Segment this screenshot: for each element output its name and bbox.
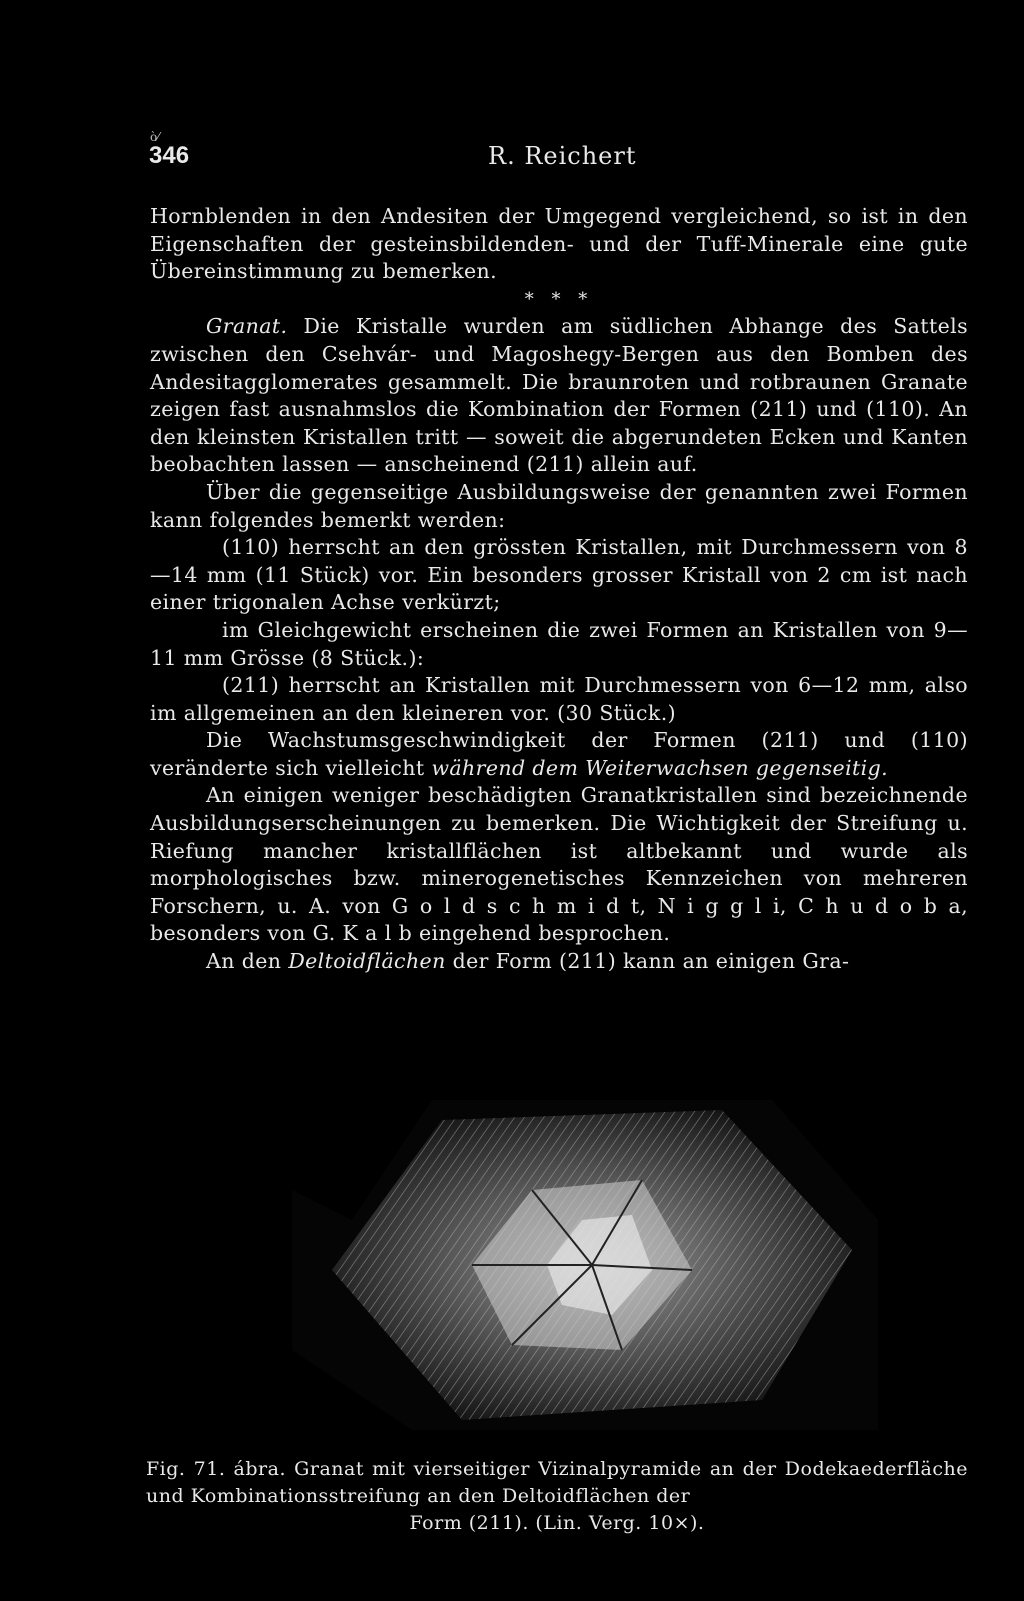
- paragraph-ausbildungsweise: Über die gegenseitige Ausbildungsweise der genannten zwei Formen kann folgendes bemerkt werden:: [150, 479, 968, 532]
- paragraph-deltoid: [150, 948, 968, 976]
- paragraph-110: (110) herrscht an den grössten Kristallen, mit Durchmessern von 8—14 mm (11 Stück) vor. Ein besonders grosser Kristall von 2 cm ist nach einer trigonalen Achse verkürzt;: [150, 535, 968, 615]
- paragraph-211: (211) herrscht an Kristallen mit Durchmessern von 6—12 mm, also im allgemeinen an den kleineren vor. (30 Stück.): [150, 673, 968, 725]
- figure-caption-main: Fig. 71. ábra. Granat mit vierseitiger Vizinalpyramide an der Dodekaederfläche und Kombinationsstreifung an den Deltoidflächen der: [146, 1458, 968, 1507]
- paragraph-streifung: An einigen weniger beschädigten Granatkristallen sind bezeichnende Ausbildungserscheinungen zu bemerken. Die Wichtigkeit der Streifung u. Riefung mancher kristallflächen ist altbekannt und wurde als morphologisches bzw. minerogenetisches Kennzeichen von mehreren Forschern, u. A. von G o l d s c h m i d t, N i g g l i, C h u d o b a, besonders von G. K a l b eingehend besprochen.: [150, 783, 968, 946]
- paragraph-deltoid-end: der Form (211) kann an einigen Gra-: [445, 949, 850, 974]
- running-header-author: R. Reichert: [488, 142, 637, 170]
- paragraph-granat-text: Die Kristalle wurden am südlichen Abhange des Sattels zwischen den Csehvár- und Magoshegy-Bergen aus den Bomben des Andesitagglomerates gesammelt. Die braunroten und rotbraunen Granate zeigen fast ausnahmslos die Kombination der Formen (211) und (110). An den kleinsten Kristallen tritt — soweit die abgerundeten Ecken und Kanten beobachten lassen — anscheinend (211) allein auf.: [150, 314, 968, 477]
- section-separator: * * *: [524, 288, 594, 310]
- figure-caption: [146, 1456, 968, 1537]
- paragraph-deltoid-start: An den: [206, 949, 289, 974]
- corner-mark: ò⁄: [150, 130, 160, 144]
- page-number: 346: [149, 142, 190, 169]
- paragraph-wachstum-emphasis: während dem Weiterwachsen gegenseitig.: [431, 755, 889, 780]
- paragraph-wachstum-text: Die Wachstumsgeschwindigkeit der Formen (211) und (110) veränderte sich vielleicht: [150, 728, 968, 780]
- paragraph-granat: [150, 313, 968, 479]
- paragraph-wachstum: [150, 727, 968, 782]
- paragraph-gleichgewicht: im Gleichgewicht erscheinen die zwei Formen an Kristallen von 9—11 mm Grösse (8 Stück.):: [150, 617, 968, 670]
- figure-caption-last-line: Form (211). (Lin. Verg. 10×).: [409, 1512, 705, 1534]
- crystal-photograph: [292, 1100, 878, 1430]
- section-title-granat: Granat.: [206, 314, 288, 339]
- body-text: [150, 203, 968, 976]
- garnet-crystal-image: [292, 1100, 878, 1430]
- paragraph-deltoid-emphasis: Deltoidflächen: [288, 949, 446, 974]
- paragraph-hornblenden: Hornblenden in den Andesiten der Umgegend vergleichend, so ist in den Eigenschaften der gesteinsbildenden- und der Tuff-Minerale eine gute Übereinstimmung zu bemerken.: [150, 204, 968, 284]
